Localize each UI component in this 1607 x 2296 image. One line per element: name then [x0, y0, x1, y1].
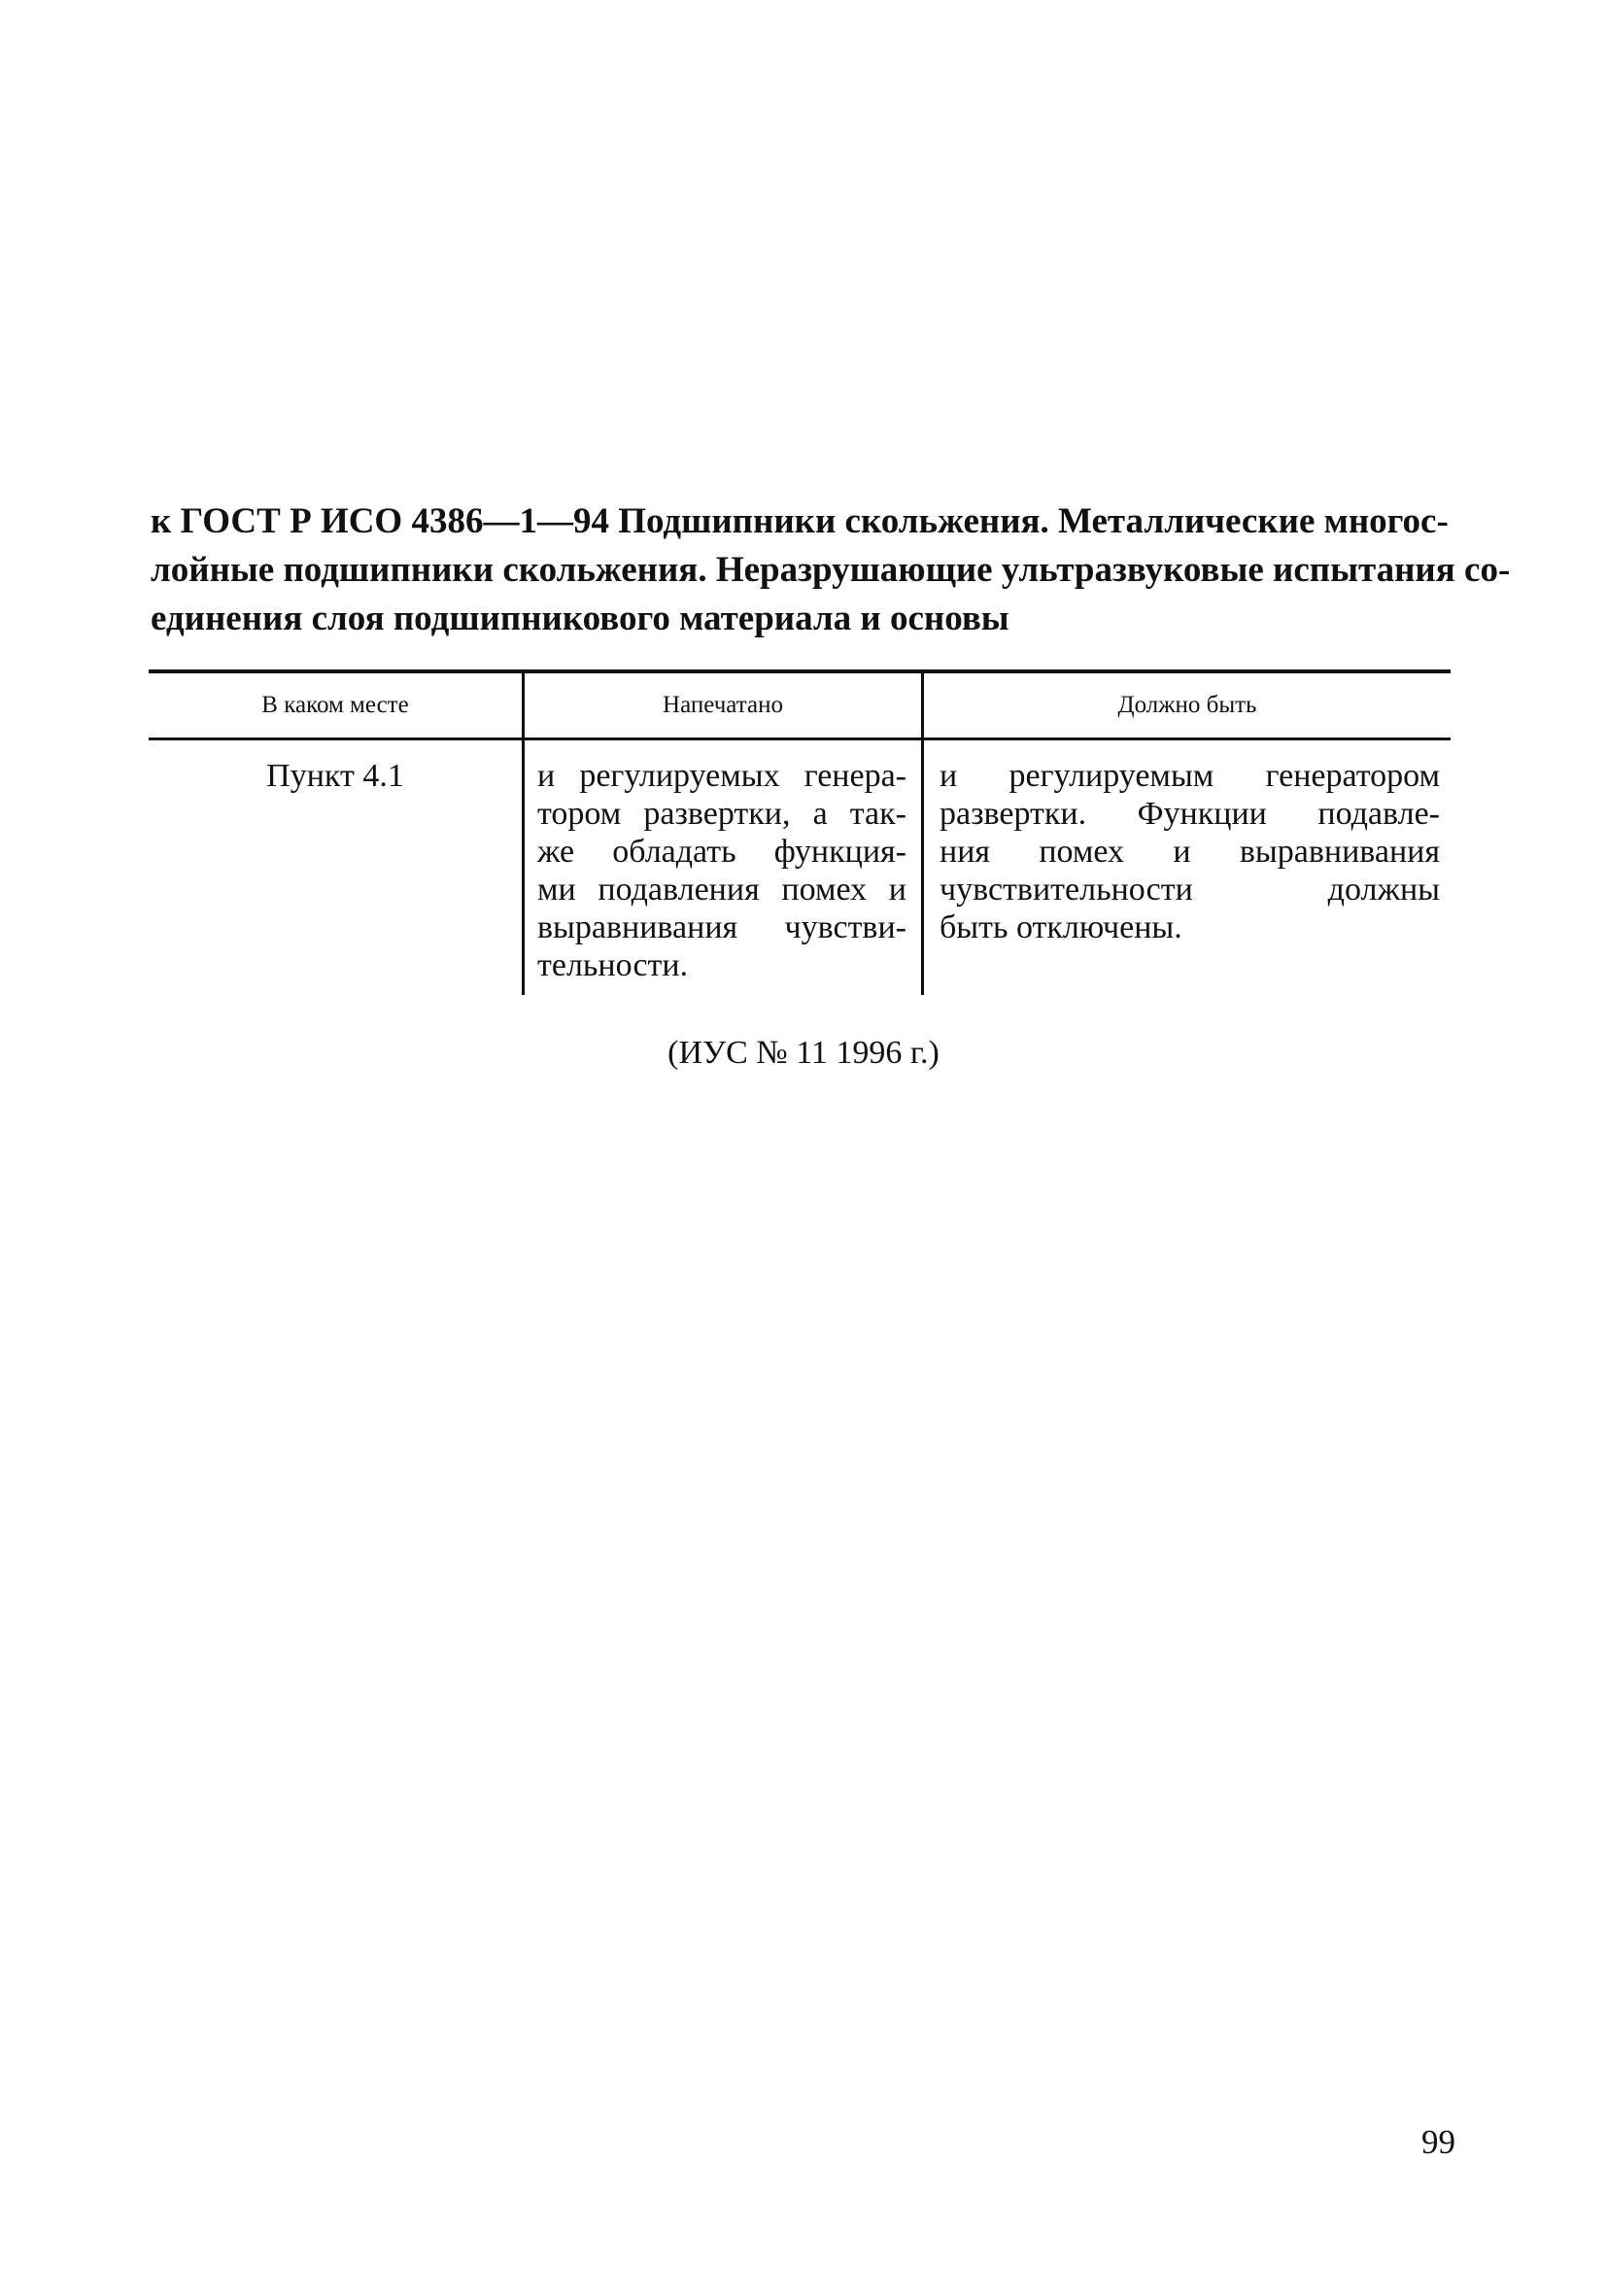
amendment-table — [149, 669, 1451, 995]
cell-line: и регулируемым генератором — [940, 758, 1440, 794]
column-header-printed: Напечатано — [663, 692, 783, 718]
column-header-should-be: Должно быть — [1117, 692, 1257, 718]
source-reference: (ИУС № 11 1996 г.) — [667, 1035, 940, 1071]
cell-place: Пункт 4.1 — [266, 758, 404, 794]
column-header-place: В каком месте — [261, 692, 409, 718]
cell-should-be — [940, 757, 1440, 946]
cell-line: же обладать функция- — [537, 834, 906, 870]
cell-line: развертки. Функции подавле- — [940, 796, 1440, 832]
amendment-heading — [151, 497, 1511, 643]
cell-printed — [537, 757, 906, 984]
table-header-rule — [149, 737, 1451, 740]
heading-line: к ГОСТ Р ИСО 4386—1—94 Подшипники скольжения. Металлические многос- — [151, 501, 1449, 541]
cell-line: тельности. — [537, 947, 689, 983]
heading-line: лойные подшипники скольжения. Неразрушающие ультразвуковые испытания со- — [151, 550, 1511, 590]
cell-line: и регулируемых генера- — [537, 758, 906, 794]
cell-line: выравнивания чувстви- — [537, 909, 906, 945]
cell-line: ми подавления помех и — [537, 872, 906, 908]
cell-line: быть отключены. — [940, 909, 1182, 945]
cell-line: ния помех и выравнивания — [940, 834, 1440, 870]
cell-line: тором развертки, а так- — [537, 796, 906, 832]
heading-line: единения слоя подшипникового материала и основы — [151, 599, 1009, 638]
page-number: 99 — [1421, 2123, 1455, 2161]
cell-line: чувствительности должны — [940, 872, 1440, 908]
